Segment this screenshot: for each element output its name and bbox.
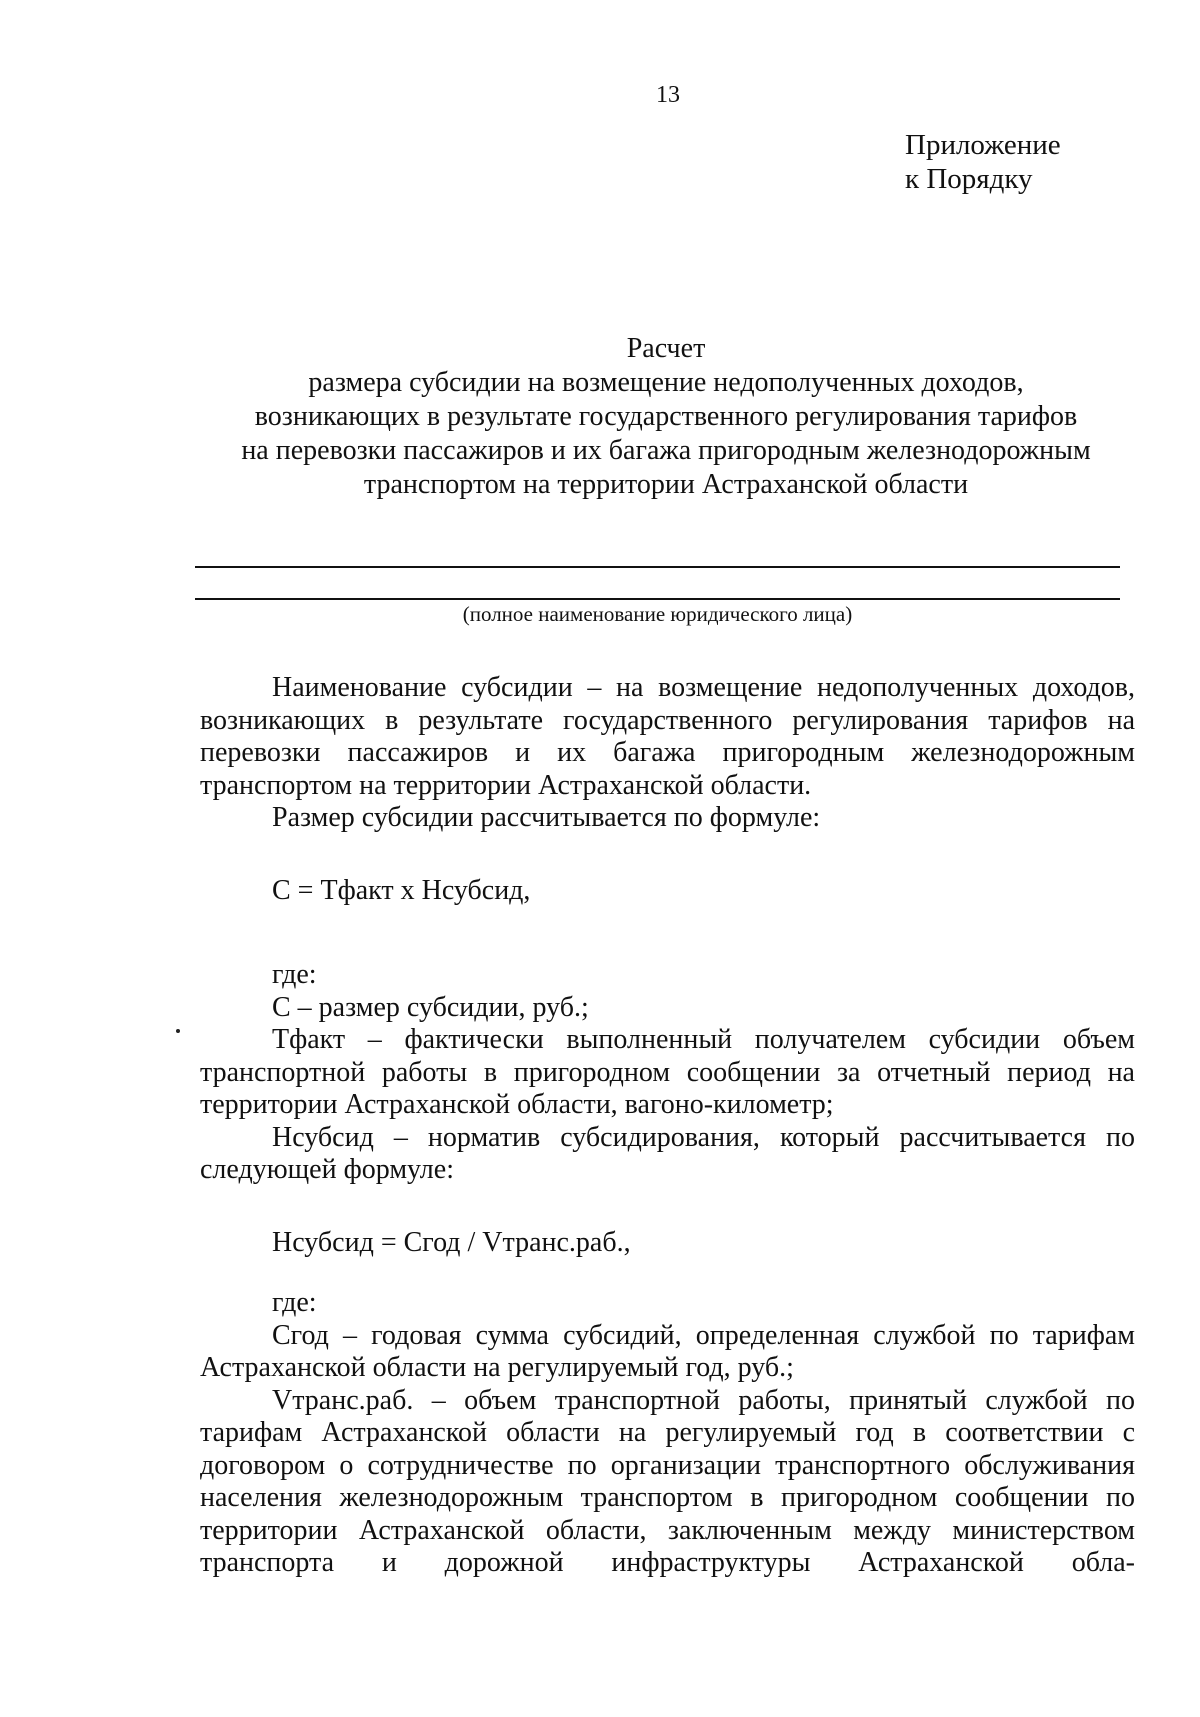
fill-line-caption: (полное наименование юридического лица) <box>462 602 853 626</box>
page-number: 13 <box>656 82 680 108</box>
definition-sgod: Сгод – годовая сумма субсидий, определенная службой по тарифам Астраханской области на регулируемый год, руб.; <box>200 1319 1135 1383</box>
definition-tfact: Тфакт – фактически выполненный получателем субсидии объем транспортной работы в пригородном сообщении за отчетный период на территории Астраханской области, вагоно-километр; <box>200 1024 1135 1120</box>
fill-line-1 <box>195 566 1120 568</box>
formula-norm: Нсубсид = Сгод / Vтранс.раб., <box>272 1226 631 1258</box>
definition-vtrans: Vтранс.раб. – объем транспортной работы, принятый службой по тарифам Астраханской области на регулируемый год в соответствии с договором о сотрудничестве по организации транспортного обслуживания населения железнодорожным транспортом в пригородном сообщении по территории Астраханской области, заключенным между министерством транспорта и дорожной инфраструктуры Астраханской обла- <box>200 1384 1135 1578</box>
formula-subsidy: С = Тфакт х Нсубсид, <box>272 874 531 906</box>
formula-intro-paragraph: Размер субсидии рассчитывается по формуле: <box>272 802 821 833</box>
title-line-3: возникающих в результате государственного регулирования тарифов <box>254 401 1078 432</box>
where-label-1: где: <box>272 959 317 990</box>
fill-line-2 <box>195 598 1120 600</box>
title-line-1: Расчет <box>626 333 706 364</box>
where-label-2: где: <box>272 1287 317 1318</box>
document-title <box>200 332 1132 502</box>
title-line-2: размера субсидии на возмещение недополученных доходов, <box>308 367 1024 398</box>
subsidy-name-paragraph: Наименование субсидии – на возмещение недополученных доходов, возникающих в результате государственного регулирования тарифов на перевозки пассажиров и их багажа пригородным железнодорожным транспортом на территории Астраханской области. <box>200 672 1135 801</box>
appendix-line-2: к Порядку <box>905 163 1033 195</box>
title-line-4: на перевозки пассажиров и их багажа пригородным железнодорожным <box>241 435 1091 466</box>
appendix-label <box>905 128 1061 196</box>
document-body <box>200 672 1135 1580</box>
definition-c: С – размер субсидии, руб.; <box>272 991 589 1023</box>
definition-nsubsid: Нсубсид – норматив субсидирования, который рассчитывается по следующей формуле: <box>200 1121 1135 1185</box>
scan-artifact-dot <box>176 1029 180 1033</box>
appendix-line-1: Приложение <box>905 129 1061 161</box>
title-line-5: транспортом на территории Астраханской области <box>363 469 969 500</box>
